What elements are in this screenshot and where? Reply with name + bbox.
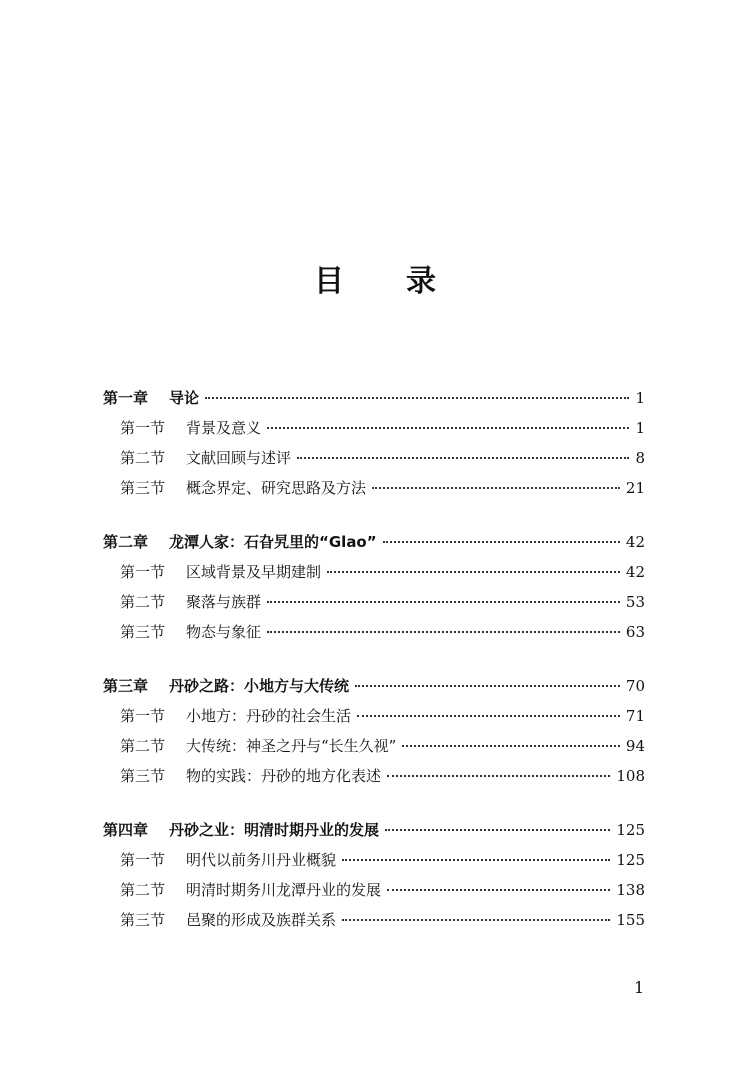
chapter-label: 第三章 xyxy=(103,677,149,695)
section-title: 物的实践：丹砂的地方化表述 xyxy=(186,767,382,785)
section-title: 聚落与族群 xyxy=(186,593,262,611)
page-ref: 108 xyxy=(616,767,645,785)
section-label: 第三节 xyxy=(120,767,166,785)
section-title: 大传统：神圣之丹与“长生久视” xyxy=(186,737,397,755)
section-title: 区域背景及早期建制 xyxy=(186,563,322,581)
chapter-entry[interactable] xyxy=(103,671,645,701)
chapter-title: 龙潭人家：石旮旯里的“Glao” xyxy=(169,533,377,551)
section-label: 第一节 xyxy=(120,419,166,437)
chapter-entry[interactable] xyxy=(103,815,645,845)
page-ref: 125 xyxy=(616,821,645,839)
chapter-3 xyxy=(103,671,645,791)
page-ref: 138 xyxy=(616,881,645,899)
page-ref: 42 xyxy=(625,563,645,581)
page-ref: 8 xyxy=(635,449,645,467)
page-ref: 42 xyxy=(625,533,645,551)
section-entry[interactable] xyxy=(103,617,645,647)
page-ref: 21 xyxy=(625,479,645,497)
section-label: 第三节 xyxy=(120,623,166,641)
section-entry[interactable] xyxy=(103,587,645,617)
section-entry[interactable] xyxy=(103,905,645,935)
page-ref: 71 xyxy=(625,707,645,725)
section-label: 第二节 xyxy=(120,737,166,755)
section-label: 第二节 xyxy=(120,449,166,467)
page-ref: 94 xyxy=(625,737,645,755)
chapter-entry[interactable] xyxy=(103,527,645,557)
page-ref: 1 xyxy=(635,419,645,437)
page-number: 1 xyxy=(634,978,645,997)
title-char-2: 录 xyxy=(406,264,436,299)
section-title: 明清时期务川龙潭丹业的发展 xyxy=(186,881,382,899)
section-entry[interactable] xyxy=(103,845,645,875)
chapter-label: 第二章 xyxy=(103,533,149,551)
section-entry[interactable] xyxy=(103,473,645,503)
leader-dots xyxy=(267,601,620,603)
section-title: 明代以前务川丹业概貌 xyxy=(186,851,337,869)
section-entry[interactable] xyxy=(103,443,645,473)
page-ref: 63 xyxy=(625,623,645,641)
section-label: 第二节 xyxy=(120,881,166,899)
leader-dots xyxy=(355,685,620,687)
page-ref: 155 xyxy=(616,911,645,929)
chapter-1 xyxy=(103,383,645,503)
section-label: 第一节 xyxy=(120,707,166,725)
section-title: 邑聚的形成及族群关系 xyxy=(186,911,337,929)
section-label: 第一节 xyxy=(120,851,166,869)
section-title: 背景及意义 xyxy=(186,419,262,437)
leader-dots xyxy=(205,397,629,399)
leader-dots xyxy=(267,631,620,633)
section-label: 第二节 xyxy=(120,593,166,611)
section-entry[interactable] xyxy=(103,761,645,791)
chapter-4 xyxy=(103,815,645,935)
section-entry[interactable] xyxy=(103,701,645,731)
section-entry[interactable] xyxy=(103,557,645,587)
page-ref: 125 xyxy=(616,851,645,869)
chapter-title: 丹砂之路：小地方与大传统 xyxy=(169,677,350,695)
leader-dots xyxy=(372,487,620,489)
leader-dots xyxy=(385,829,610,831)
page-ref: 70 xyxy=(625,677,645,695)
section-label: 第三节 xyxy=(120,911,166,929)
chapter-2 xyxy=(103,527,645,647)
leader-dots xyxy=(342,919,610,921)
section-title: 文献回顾与述评 xyxy=(186,449,292,467)
leader-dots xyxy=(327,571,620,573)
section-title: 物态与象征 xyxy=(186,623,262,641)
chapter-title: 导论 xyxy=(169,389,200,407)
leader-dots xyxy=(402,745,620,747)
title-char-1: 目 xyxy=(314,264,344,299)
section-entry[interactable] xyxy=(103,413,645,443)
chapter-label: 第一章 xyxy=(103,389,149,407)
page-title xyxy=(0,256,750,300)
leader-dots xyxy=(387,775,610,777)
section-entry[interactable] xyxy=(103,731,645,761)
page-ref: 1 xyxy=(635,389,645,407)
leader-dots xyxy=(387,889,610,891)
leader-dots xyxy=(383,541,620,543)
chapter-label: 第四章 xyxy=(103,821,149,839)
section-title: 概念界定、研究思路及方法 xyxy=(186,479,367,497)
leader-dots xyxy=(357,715,620,717)
section-label: 第一节 xyxy=(120,563,166,581)
section-entry[interactable] xyxy=(103,875,645,905)
leader-dots xyxy=(297,457,629,459)
page-ref: 53 xyxy=(625,593,645,611)
table-of-contents xyxy=(103,383,645,959)
leader-dots xyxy=(267,427,629,429)
chapter-entry[interactable] xyxy=(103,383,645,413)
section-label: 第三节 xyxy=(120,479,166,497)
leader-dots xyxy=(342,859,610,861)
section-title: 小地方：丹砂的社会生活 xyxy=(186,707,352,725)
chapter-title: 丹砂之业：明清时期丹业的发展 xyxy=(169,821,380,839)
